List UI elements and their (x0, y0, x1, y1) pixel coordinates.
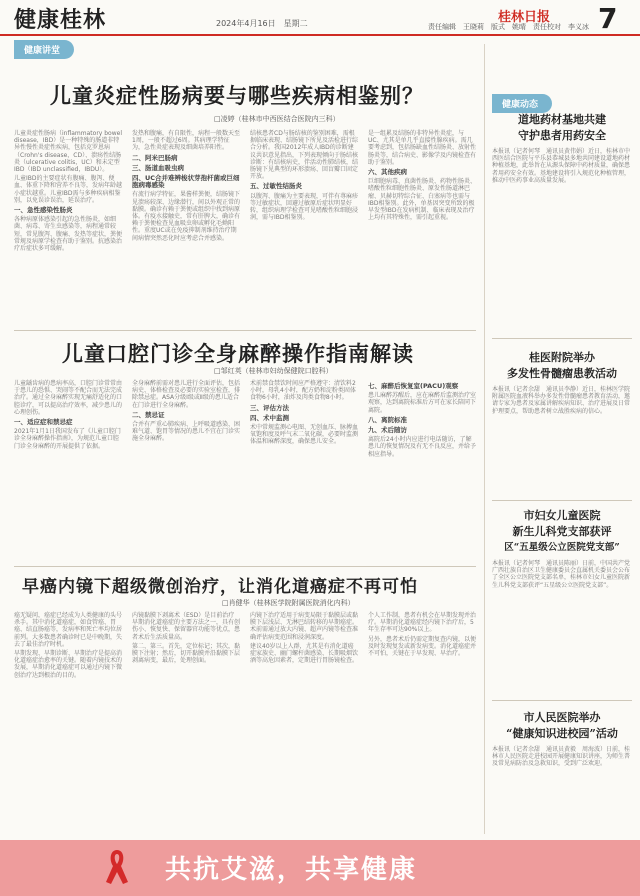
paragraph: 儿童IBD的主要症状有腹痛、腹泻、便血、体重下降和营养不良等，发病年龄越小症状越重。儿童IBD需与多种疾病相鉴别，以免误诊误治，延误治疗。 (14, 175, 123, 204)
article-1-headline: 儿童炎症性肠病要与哪些疾病相鉴别？ (50, 83, 424, 108)
sidebar-headline-line: 道地药材基地共建 (518, 113, 606, 126)
article-2-body (14, 380, 476, 514)
subhead: 二、禁忌证 (132, 410, 165, 419)
paragraph: 内镜黏膜下剥离术（ESD）是目前治疗早期消化道癌症的主要方法之一，具有创伤小、恢复快、保留器官功能等优点，患者术后生活质量高。 (132, 612, 241, 641)
paragraph: 癌无疑问，癌症已经成为人类健康的头号杀手。其中消化道癌症，如食管癌、胃癌、结直肠癌等，发病率和死亡率均位居前列。大多数患者确诊时已是中晚期，失去了最佳治疗时机。 (14, 612, 123, 648)
article-3-byline: □肖健华（桂林医学院附属医院消化内科） (222, 599, 355, 607)
paragraph: 各种病原体感染引起的急性肠炎，如细菌、病毒、寄生虫感染等，病程通常较短，常见腹泻、腹痛、发热等症状，粪便常规及病原学检查有助于鉴别。抗感染治疗后症状多可缓解。 (14, 216, 123, 253)
paragraph: 患儿麻醉苏醒后，应在麻醉后监测治疗室观察，达到离院标准后方可在家长陪同下离院。 (368, 392, 477, 414)
paragraph: 儿童龋齿病的患病率高，口腔门诊常常由于患儿的恐惧、哭闹等不配合而无法完成治疗。通过全身麻醉实现无痛舒适化的口腔诊疗，可以提高治疗效率，减少患儿的心理创伤。 (14, 380, 123, 416)
subhead: 一、适应症和禁忌症 (14, 418, 73, 427)
sidebar-item-1 (492, 112, 632, 206)
subhead: 一、急性感染性肠炎 (14, 206, 73, 215)
article-1-body (14, 130, 477, 253)
footer-slogan: 共抗艾滋，共享健康 (165, 855, 418, 885)
paragraph: 建议40岁以上人群，尤其是有消化道癌症家族史、幽门螺杆菌感染、长期吸烟饮酒等高危因素者，定期进行胃肠镜检查。 (250, 642, 359, 665)
paragraph: 个人工作制，患者有机会在早期发现并治疗。早期消化道癌症经内镜下治疗后，5年生存率可达90%以上。 (368, 612, 477, 634)
paragraph: 结核患者CD与肠结核的鉴别困难，需根据临床表现、结肠镜下所见及活检进行综合分析。我国2012年成人IBD的诊断建议共识意见指出，下列表现倾向于肠结核诊断：有结核病史，伴活动性肺结核，结肠镜下见典型的环形溃疡、回盲瓣口固定开放。 (250, 130, 359, 181)
sidebar-body: 本报讯（记者余甜 通讯员黄毅 周海波）日前，桂林市人民医院走进校园开展健康知识讲座，为师生普及常见病防治及急救知识，受到广泛欢迎。 (492, 746, 631, 768)
subhead: 四、术中监测 (250, 413, 289, 422)
sidebar-separator (492, 500, 632, 501)
paragraph: 内镜下治疗适用于病变局限于黏膜层或黏膜下层浅层、无淋巴结转移的早期癌症。术前需通过放大内镜、超声内镜等检查准确评估病变范围和浸润深度。 (250, 612, 359, 641)
masthead (0, 0, 640, 36)
sidebar-item-4 (492, 710, 632, 804)
date-line: 2024年4月16日 星期二 (216, 19, 308, 28)
sidebar-item-3 (492, 508, 632, 618)
article-3-body (14, 612, 476, 722)
article-2-col-2 (132, 380, 240, 514)
sidebar-headline-line: 市人民医院举办 (523, 711, 601, 724)
sidebar-separator (492, 700, 632, 701)
article-2-byline: □邹红英（桂林市妇幼保健院口腔科） (214, 367, 333, 375)
sidebar-headline-line: 新生儿科党支部获评 (512, 525, 612, 538)
subhead: 七、麻醉后恢复室(PACU)观察 (368, 382, 459, 390)
paragraph: 全身麻醉前需对患儿进行全面评估，包括病史、体格检查及必要的实验室检查，排除禁忌症。ASA分级Ⅰ级或Ⅱ级的患儿适合在门诊进行全身麻醉。 (132, 380, 241, 409)
sidebar-headline-line: 守护患者用药安全 (518, 129, 606, 142)
paragraph: 巨细胞病毒、真菌性肠炎、药物性肠炎、嗜酸性粒细胞性肠炎、原发性肠道淋巴瘤、贝赫切特综合征、白塞病等也需与IBD相鉴别。此外，单基因突变所致的极早发型IBD在发病机制、临床表现及治疗上均有其特殊性，需引起重视。 (368, 178, 477, 222)
paragraph: 有流行病学特征，果酱样粪便，结肠镜下见溃疡较深、边缘潜行，间以外观正常的黏膜。确诊有赖于粪便或组织中找到病原体。有疫水接触史，常有肝脾大，确诊有赖于粪便检查见血吸虫卵或孵化毛蚴阳性。重度UC或在免疫抑制剂维持治疗期间病情突然恶化时应考虑合并感染。 (132, 191, 241, 242)
subhead: 九、术后随访 (368, 426, 407, 435)
sidebar-body: 本报讯（记者何琴 通讯员陈丽）日前，中国共产党广西壮族自治区卫生健康委员会直属机关委员会公布了全区公立医院党支部名单，桂林市妇女儿童医院新生儿科党支部获评“五星级公立医院党支部”。 (492, 560, 631, 589)
paragraph: 早期发现、早期诊断、早期治疗是提高消化道癌症治愈率的关键。随着内镜技术的发展，早期消化道癌症可以通过内镜下微创治疗达到根治的目的。 (14, 650, 123, 679)
paragraph: 是一组累及结肠的非特异性炎症，与UC、尤其是单几乎直接性腺疾病。需几要考虑到，包括肠缺血性结肠炎、放射性肠炎等，结合病史、影像学及内镜检查有助于鉴别。 (368, 130, 477, 166)
subhead: 三、肠道血吸虫病 (132, 163, 184, 172)
paragraph: 离院后24小时内应进行电话随访，了解患儿的恢复情况及有无不良反应，并给予相应指导。 (368, 436, 477, 458)
article-1-col-1 (14, 130, 123, 253)
section-title: 健康桂林 (14, 7, 107, 33)
subhead: 四、UC合并难辨梭状芽孢杆菌或巨细胞病毒感染 (132, 174, 240, 190)
article-3-col-2 (132, 612, 240, 722)
red-ribbon-icon (102, 846, 132, 886)
paragraph: 合并有严重心肺疾病、上呼吸道感染、困难气道、饱胃等情况的患儿不宜在门诊实施全身麻醉。 (132, 421, 241, 443)
sidebar-headline-line: 市妇女儿童医院 (523, 509, 601, 522)
article-1-col-3 (250, 130, 358, 230)
article-2-col-1 (14, 380, 122, 514)
sidebar-headline-line: 区“五星级公立医院党支部” (504, 542, 620, 553)
paper-name: 桂林日报 (498, 10, 551, 25)
paragraph: 2021年1月1日我国发布了《儿童口腔门诊全身麻醉操作指南》，为规范儿童口腔门诊全身麻醉的开展提供了依据。 (14, 428, 121, 450)
main-section-tag: 健康讲堂 (14, 40, 74, 59)
subhead: 八、离院标准 (368, 415, 407, 424)
sidebar-section-tag: 健康动态 (492, 94, 552, 113)
subhead: 三、评估方法 (250, 403, 289, 412)
subhead: 五、过敏性结肠炎 (250, 182, 302, 191)
paragraph: 发热和腹痛，有自限性，病程一般数天至1周，一般不超过6周。其病理学特征为，急性炎症表现及细菌培养阳性。 (132, 130, 241, 152)
paragraph: 第二、第三。首先，定位标记；其次，黏膜下注射；然后，切开黏膜并沿黏膜下层剥离病变，最后，处理创面。 (132, 642, 241, 665)
article-1-byline: □凌婷（桂林市中西医结合医院内三科） (214, 115, 340, 123)
article-3-col-4 (368, 612, 476, 722)
article-2-col-4 (368, 380, 476, 514)
article-3-headline: 早癌内镜下超级微创治疗，让消化道癌症不再可怕 (22, 577, 418, 597)
article-2-headline: 儿童口腔门诊全身麻醉操作指南解读 (62, 341, 414, 366)
paragraph: 另外，患者术后仍需定期复查内镜，以便及时发现复发或新发病变。消化道癌症并不可怕，关键在于早发现、早治疗。 (368, 635, 477, 658)
paragraph: 术前禁食禁饮时间应严格遵守：清饮料2小时，母乳4小时，配方奶和淀粉类固体食物6小时，油炸及肉类食物8小时。 (250, 380, 356, 402)
page-number: 7 (598, 2, 618, 35)
subhead: 二、阿米巴肠病 (132, 153, 178, 162)
article-3-col-3 (250, 612, 358, 722)
sidebar-body: 本报讯（记者何琴 通讯员黄伟娟）近日，桂林市中西医结合医院与平乐县恭城县多地共同建设道地药材种植基地，此举旨在从源头保障中药材质量，确保患者用药安全有效。基地建设将引入规范化种植管理，推动中医药事业高质量发展。 (492, 148, 631, 184)
paragraph: 术中常规监测心电图、无创血压、脉搏血氧饱和度及呼气末二氧化碳，必要时监测体温和麻醉深度，确保患儿安全。 (250, 424, 359, 446)
sidebar-body: 本报讯（记者余甜 通讯员李静）近日，桂林医学院附属医院血液科举办多发性骨髓瘤患者教育活动，邀请专家为患者及家属讲解疾病知识、治疗进展及日常护理要点，帮助患者树立战胜疾病的信心。 (492, 386, 631, 415)
sidebar-headline-line: 桂医附院举办 (529, 351, 595, 364)
article-separator (14, 330, 476, 331)
article-1-col-2 (132, 130, 241, 242)
column-divider (484, 44, 485, 834)
editor-line: 责任编辑 王晓莉 版式 姚晴 责任校对 李义冰 (428, 23, 589, 31)
sidebar-headline-line: “健康知识进校园”活动 (506, 727, 618, 740)
sidebar-headline-line: 多发性骨髓瘤患教活动 (507, 367, 617, 380)
article-separator (14, 566, 476, 567)
sidebar-item-2 (492, 350, 632, 436)
article-1-col-4 (368, 130, 476, 230)
subhead: 六、其他疾病 (368, 168, 407, 177)
sidebar-separator (492, 338, 632, 339)
paragraph: 儿童炎症性肠病（inflammatory bowel disease，IBD）是一种特殊的肠道非特异性慢性炎症性疾病，包括克罗恩病（Crohn's disease，CD）、溃疡性结肠炎（ulcerative colitis，UC）和未定型IBD（IBD unclassified，IBDU）。 (14, 130, 122, 174)
article-2-col-3 (250, 380, 358, 514)
article-3-col-1 (14, 612, 122, 722)
paragraph: 以腹泻、腹痛为主要表现，可伴有荨麻疹等过敏症状，回避过敏原后症状明显好转，组织病理学检查可见嗜酸性粒细胞浸润，需与IBD相鉴别。 (250, 192, 359, 222)
